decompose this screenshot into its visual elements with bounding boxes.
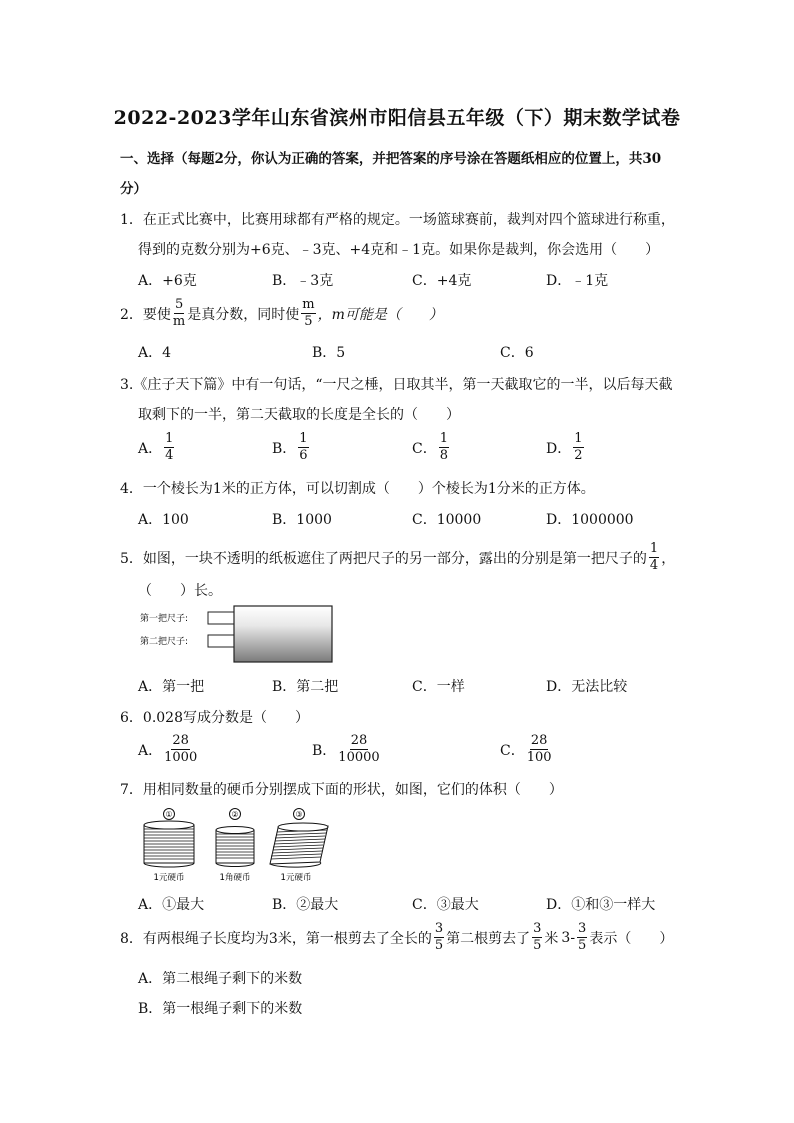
- q3-text-line1: 3.《庄子天下篇》中有一句话，“一尺之棰，日取其半，第一天截取它的一半，以后每天截: [120, 377, 673, 393]
- q8-option-b[interactable]: B．第一根绳子剩下的米数: [138, 1001, 303, 1017]
- q2-text-pre: 2．要使: [120, 306, 171, 323]
- q1-option-b[interactable]: B．﹣3克: [272, 273, 334, 289]
- marker-1: ①: [165, 810, 173, 819]
- q2-option-c[interactable]: C．6: [500, 345, 534, 361]
- q3-option-d-fraction: $\frac{1}{2}$: [574, 431, 583, 463]
- q7-option-d[interactable]: D．①和③一样大: [546, 897, 656, 913]
- q3-option-a-fraction: $\frac{1}{4}$: [165, 431, 174, 463]
- q5-text-line1: 5．如图，一块不透明的纸板遮住了两把尺子的另一部分，露出的分别是第一把尺子的 $\frac{1}{4}$ ，: [120, 541, 676, 573]
- marker-2: ②: [231, 810, 239, 819]
- q5-fraction: $\frac{1}{4}$: [649, 541, 659, 573]
- coin-stack-2: [216, 827, 254, 867]
- ruler-label-2: 第二把尺子:: [140, 637, 189, 647]
- q7-text: 7．用相同数量的硬币分别摆成下面的形状，如图，它们的体积（ ）: [120, 782, 563, 798]
- q5-option-b[interactable]: B．第二把: [272, 679, 339, 695]
- section-heading-line2: 分）: [120, 181, 147, 197]
- q2-fraction-1: $\frac{5}{m}$: [172, 297, 186, 329]
- q6-option-b[interactable]: B． $\frac{28}{10000}$: [312, 733, 380, 765]
- q7-option-a[interactable]: A．①最大: [138, 897, 205, 913]
- q1-text-line1: 1．在正式比赛中，比赛用球都有严格的规定。一场篮球赛前，裁判对四个篮球进行称重，: [120, 212, 675, 228]
- q7-option-b[interactable]: B．②最大: [272, 897, 339, 913]
- q8-fraction-1: $\frac{3}{5}$: [434, 921, 444, 953]
- cardboard: [234, 606, 332, 662]
- ruler-figure: [138, 604, 338, 666]
- q4-option-a[interactable]: A．100: [138, 512, 189, 528]
- q2-text-post: ，m可能是（ ）: [317, 306, 443, 323]
- coin-caption-2: 1角硬币: [219, 873, 251, 883]
- q2-fraction-2: $\frac{m}{5}$: [302, 297, 315, 329]
- q8-fraction-2: $\frac{3}{5}$: [533, 921, 542, 953]
- q1-text-line2: 得到的克数分别为+6克、﹣3克、+4克和﹣1克。如果你是裁判，你会选用（ ）: [138, 242, 660, 258]
- ruler-label-1: 第一把尺子:: [140, 614, 189, 624]
- marker-3: ③: [295, 810, 303, 819]
- q3-option-c[interactable]: C． $\frac{1}{8}$: [412, 431, 448, 463]
- q2-text-mid: 是真分数，同时使: [187, 306, 300, 323]
- q3-option-a[interactable]: A． $\frac{1}{4}$: [138, 431, 174, 463]
- q2-text: [120, 298, 443, 329]
- q5-text-line2: （ ）长。: [138, 583, 222, 599]
- q4-option-b[interactable]: B．1000: [272, 512, 332, 528]
- section-heading-line1: 一、选择（每题2分，你认为正确的答案，并把答案的序号涂在答题纸相应的位置上，共30: [120, 151, 662, 167]
- q3-text-line2: 取剩下的一半，第二天截取的长度是全长的（ ）: [138, 407, 460, 423]
- q3-option-d[interactable]: D． $\frac{1}{2}$: [546, 431, 583, 463]
- q3-option-b[interactable]: B． $\frac{1}{6}$: [272, 431, 308, 463]
- q3-option-c-fraction: $\frac{1}{8}$: [439, 431, 448, 463]
- q5-option-a[interactable]: A．第一把: [138, 679, 205, 695]
- q7-option-c[interactable]: C．③最大: [412, 897, 479, 913]
- q4-option-d[interactable]: D．1000000: [546, 512, 634, 528]
- coin-stack-1: [144, 821, 194, 867]
- q4-text: 4．一个棱长为1米的正方体，可以切割成（ ）个棱长为1分米的正方体。: [120, 481, 595, 497]
- coin-caption-3: 1元硬币: [280, 873, 312, 883]
- q5-option-d[interactable]: D．无法比较: [546, 679, 628, 695]
- q3-option-b-fraction: $\frac{1}{6}$: [299, 431, 308, 463]
- q5-option-c[interactable]: C．一样: [412, 679, 465, 695]
- coin-figure: [136, 804, 336, 884]
- q1-option-c[interactable]: C．+4克: [412, 273, 472, 289]
- page-title: 2022-2023学年山东省滨州市阳信县五年级（下）期末数学试卷: [113, 107, 681, 129]
- q8-text: 8．有两根绳子长度均为3米，第一根剪去了全长的 $\frac{3}{5}$ 第二根剪去了 $\frac{3}{5}$ 米 3 - $\frac{3}{5}$ 表示（ ）: [120, 921, 674, 953]
- coin-caption-1: 1元硬币: [153, 873, 185, 883]
- q2-option-a[interactable]: A．4: [138, 345, 172, 361]
- q6-option-a[interactable]: A． $\frac{28}{1000}$: [138, 733, 198, 765]
- coin-stack-3: [270, 823, 328, 867]
- q8-option-a[interactable]: A．第二根绳子剩下的米数: [138, 971, 303, 987]
- q6-option-b-fraction: $\frac{28}{10000}$: [338, 733, 380, 765]
- q6-option-a-fraction: $\frac{28}{1000}$: [164, 733, 198, 765]
- q6-text: 6．0.028写成分数是（ ）: [120, 710, 309, 726]
- q6-option-c[interactable]: C． $\frac{28}{100}$: [500, 733, 552, 765]
- q1-option-d[interactable]: D．﹣1克: [546, 273, 609, 289]
- q1-option-a[interactable]: A．+6克: [138, 273, 197, 289]
- q2-option-b[interactable]: B．5: [312, 345, 346, 361]
- q4-option-c[interactable]: C．10000: [412, 512, 482, 528]
- q6-option-c-fraction: $\frac{28}{100}$: [526, 733, 552, 765]
- q8-fraction-3: $\frac{3}{5}$: [578, 921, 587, 953]
